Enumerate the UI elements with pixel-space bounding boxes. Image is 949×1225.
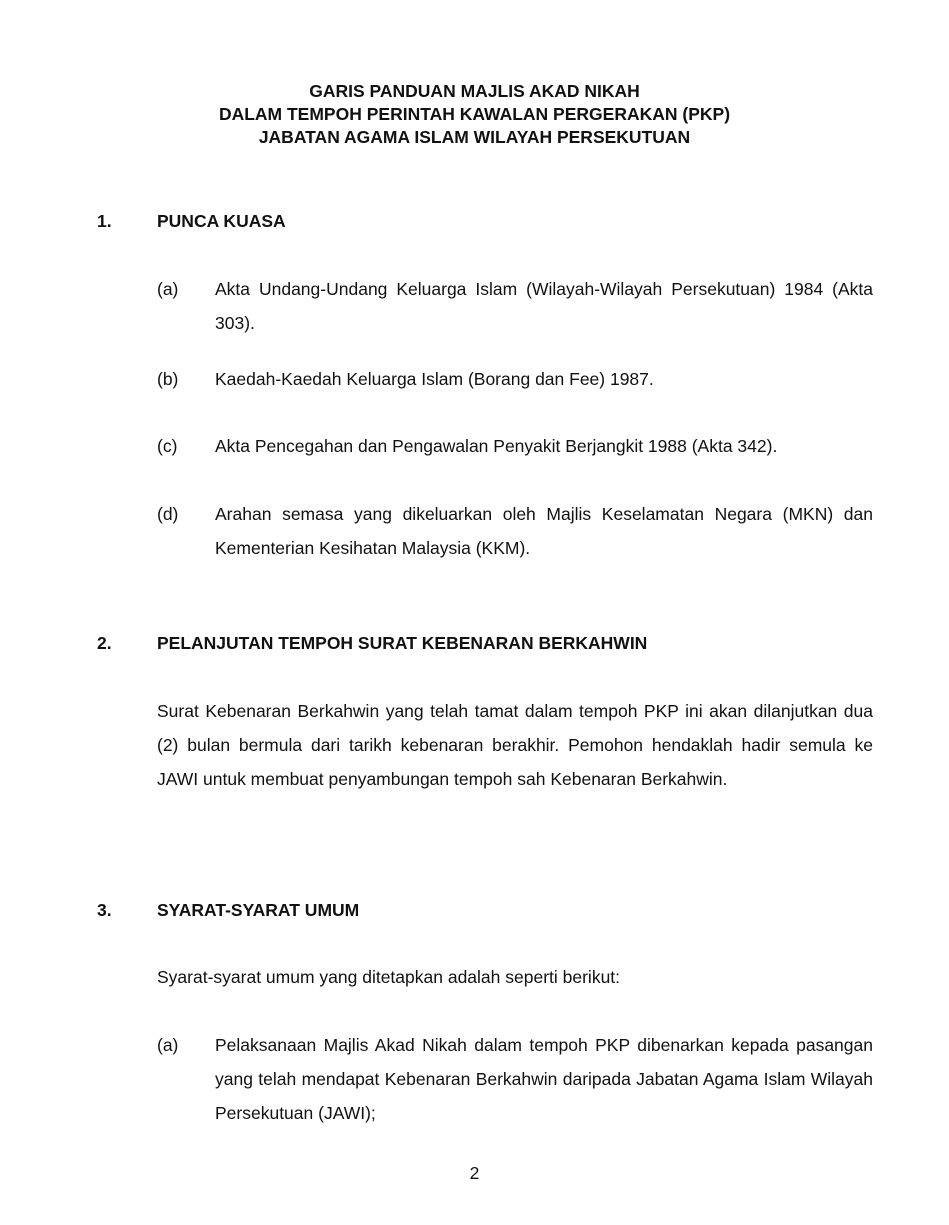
section-1-item-c-text: Akta Pencegahan dan Pengawalan Penyakit Berjangkit 1988 (Akta 342). bbox=[215, 436, 778, 456]
section-2-title: PELANJUTAN TEMPOH SURAT KEBENARAN BERKAHWIN bbox=[157, 633, 648, 653]
title-line-2: DALAM TEMPOH PERINTAH KAWALAN PERGERAKAN (PKP) bbox=[218, 104, 731, 124]
section-2-number: 2. bbox=[97, 633, 112, 653]
section-1-item-b-text: Kaedah-Kaedah Keluarga Islam (Borang dan Fee) 1987. bbox=[215, 369, 654, 389]
document-title bbox=[0, 80, 949, 149]
section-1-title: PUNCA KUASA bbox=[157, 211, 286, 231]
section-1-item-c-label: (c) bbox=[157, 436, 178, 456]
section-3-number: 3. bbox=[97, 900, 112, 920]
section-1-item-d-label: (d) bbox=[157, 504, 179, 524]
section-3-title: SYARAT-SYARAT UMUM bbox=[157, 900, 360, 920]
section-3-item-a-label: (a) bbox=[157, 1035, 179, 1055]
section-1-item-b-label: (b) bbox=[157, 369, 179, 389]
section-3-intro: Syarat-syarat umum yang ditetapkan adalah seperti berikut: bbox=[157, 967, 621, 987]
title-line-1: GARIS PANDUAN MAJLIS AKAD NIKAH bbox=[309, 81, 640, 101]
section-2-paragraph: Surat Kebenaran Berkahwin yang telah tamat dalam tempoh PKP ini akan dilanjutkan dua (2) bulan bermula dari tarikh kebenaran berakhir. Pemohon hendaklah hadir semula ke JAWI untuk membuat penyambungan tempoh sah Kebenaran Berkahwin. bbox=[157, 701, 873, 789]
title-line-3: JABATAN AGAMA ISLAM WILAYAH PERSEKUTUAN bbox=[258, 127, 691, 147]
section-3-item-a-text: Pelaksanaan Majlis Akad Nikah dalam tempoh PKP dibenarkan kepada pasangan yang telah mendapat Kebenaran Berkahwin daripada Jabatan Agama Islam Wilayah Persekutuan (JAWI); bbox=[215, 1035, 873, 1123]
section-1-item-d-text: Arahan semasa yang dikeluarkan oleh Majlis Keselamatan Negara (MKN) dan Kementerian Kesihatan Malaysia (KKM). bbox=[215, 504, 873, 558]
page-number: 2 bbox=[469, 1163, 480, 1183]
section-1-item-a-text: Akta Undang-Undang Keluarga Islam (Wilayah-Wilayah Persekutuan) 1984 (Akta 303). bbox=[215, 279, 873, 333]
section-1-item-a-label: (a) bbox=[157, 279, 179, 299]
section-1-number: 1. bbox=[97, 211, 112, 231]
